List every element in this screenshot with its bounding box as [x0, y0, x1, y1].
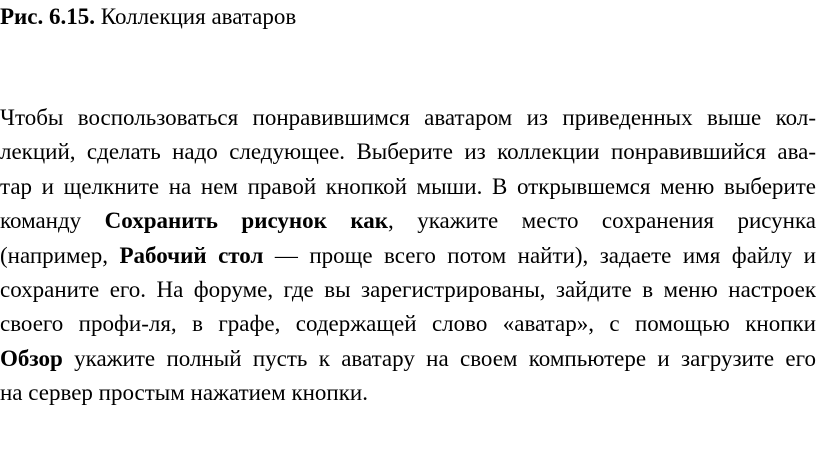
paragraph-line-8 [0, 342, 816, 376]
browse-term: Обзор [0, 345, 63, 371]
figure-caption [0, 2, 816, 32]
paragraph-line-6: сохраните его. На форуме, где вы зарегистрированы, зайдите в меню настроек [0, 276, 816, 302]
paragraph-line-3: тар и щелкните на нем правой кнопкой мыши. В открывшемся меню выберите [0, 173, 816, 199]
text-fragment: , укажите место сохранения рисунка [388, 208, 816, 234]
paragraph-line-1: Чтобы воспользоваться понравившимся аватаром из приведенных выше кол- [0, 105, 816, 130]
desktop-term: Рабочий стол [119, 242, 264, 268]
save-image-as-term: Сохранить рисунок как [104, 208, 388, 234]
paragraph-line-2: лекций, сделать надо следующее. Выберите из коллекции понравившийся ава- [0, 139, 816, 165]
text-fragment: укажите полный пусть к аватару на своем компьютере и загрузите его [62, 345, 816, 371]
instruction-paragraph [0, 101, 816, 411]
figure-number: Рис. 6.15. [0, 4, 96, 29]
text-fragment: команду [0, 208, 105, 234]
paragraph-line-5 [0, 239, 816, 273]
figure-title: Коллекция аватаров [95, 4, 297, 29]
text-fragment: (например, [0, 242, 120, 268]
text-fragment: — проще всего потом найти), задаете имя файлу и [263, 242, 816, 268]
paragraph-line-4 [0, 204, 816, 238]
paragraph-line-7: своего профи-ля, в графе, содержащей слово «аватар», с помощью кнопки [0, 311, 816, 337]
paragraph-line-9: на сервер простым нажатием кнопки. [0, 380, 368, 406]
